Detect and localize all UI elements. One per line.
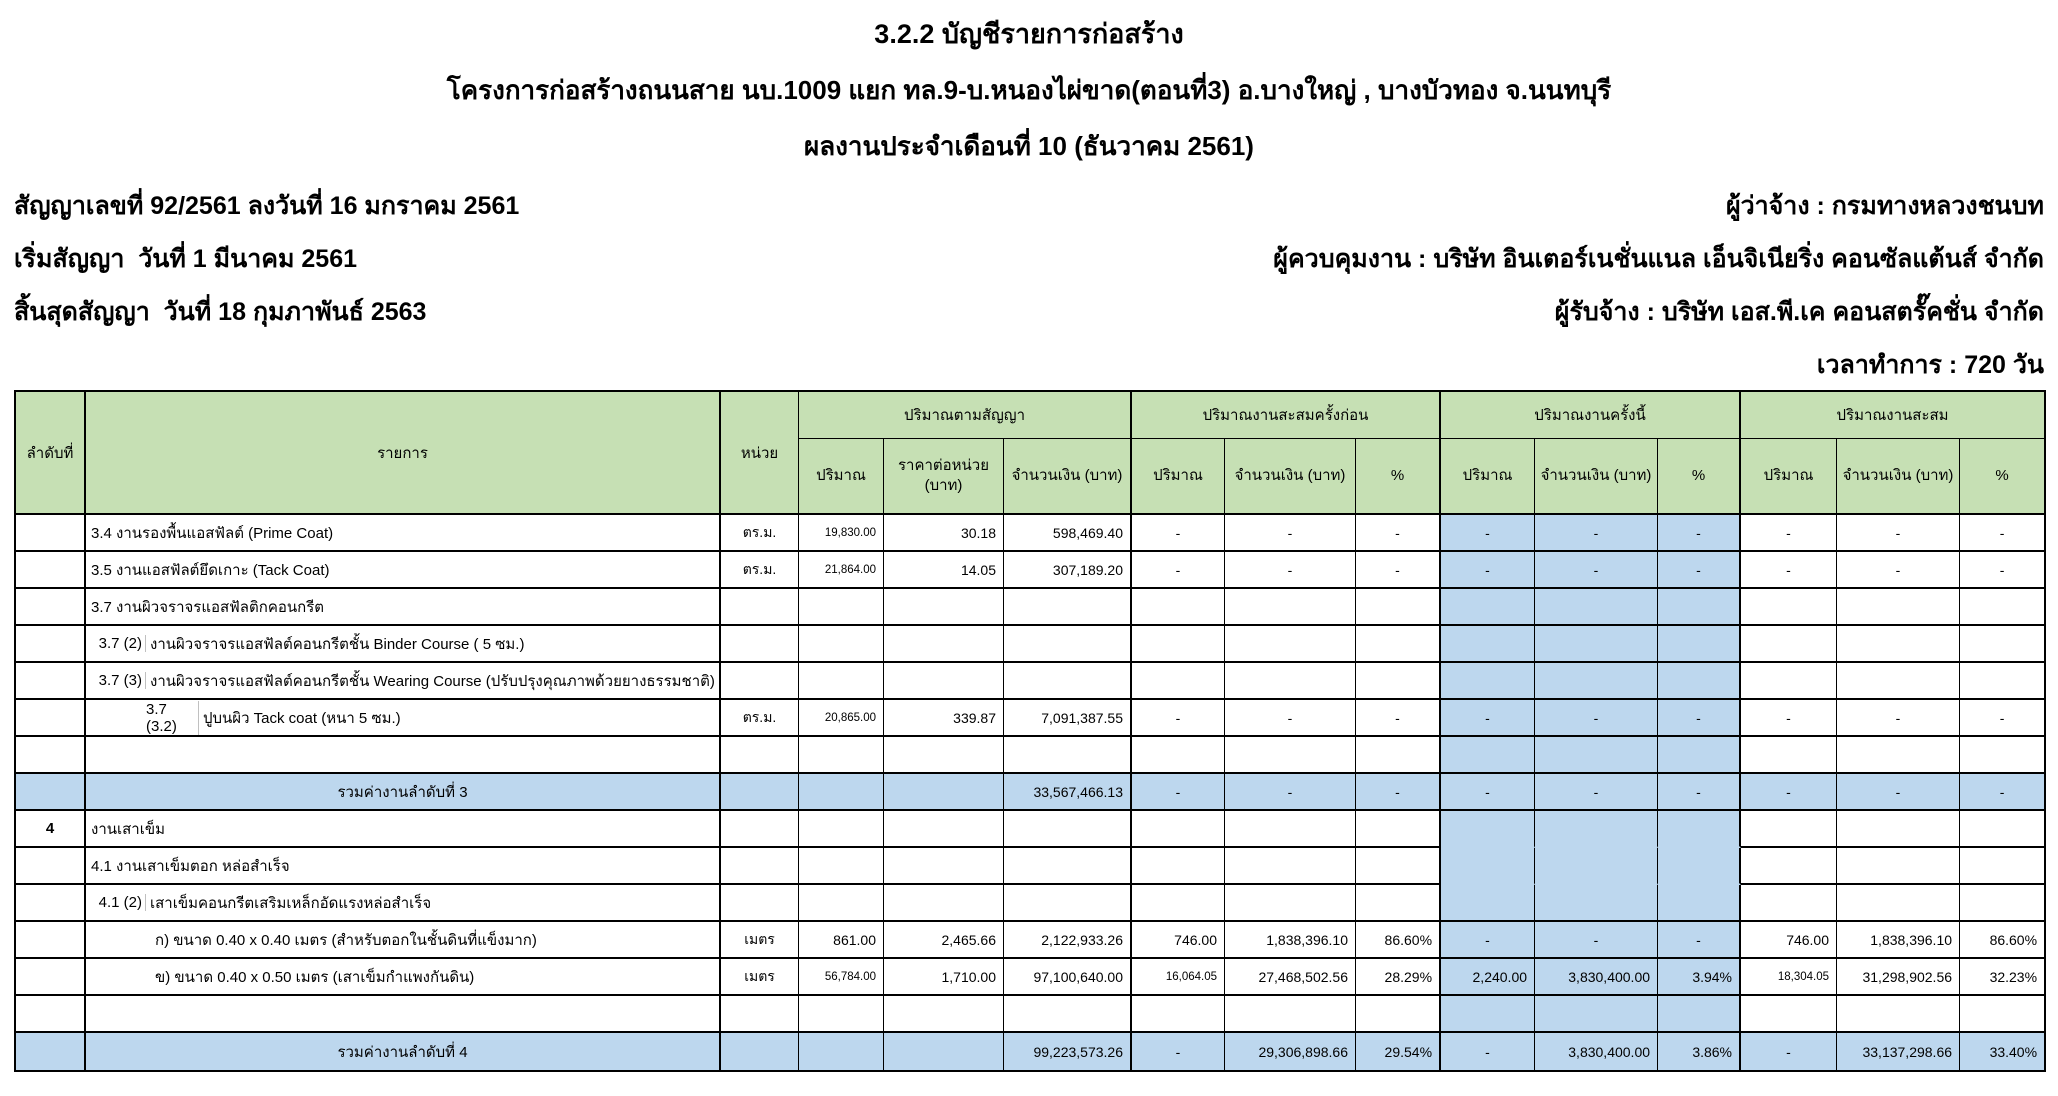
table-cell: 33,567,466.13 xyxy=(1004,774,1132,811)
table-cell xyxy=(1004,626,1132,663)
table-body xyxy=(16,515,2044,1070)
header-current-percent: % xyxy=(1658,439,1741,515)
table-cell: 2,465.66 xyxy=(884,922,1004,959)
table-cell xyxy=(1356,996,1441,1033)
table-cell xyxy=(884,589,1004,626)
table-cell xyxy=(1132,737,1225,774)
table-cell xyxy=(884,811,1004,848)
table-cell: 3.5 งานแอสฟัลต์ยึดเกาะ (Tack Coat) xyxy=(86,552,721,589)
table-cell xyxy=(1535,737,1658,774)
period-line: ผลงานประจำเดือนที่ 10 (ธันวาคม 2561) xyxy=(804,131,1254,161)
table-cell: - xyxy=(1441,552,1535,589)
table-cell xyxy=(16,1033,86,1070)
table-cell xyxy=(1960,885,2044,922)
table-row xyxy=(16,626,2044,663)
table-cell: 1,710.00 xyxy=(884,959,1004,996)
table-cell: - xyxy=(1741,515,1837,552)
table-cell: 861.00 xyxy=(799,922,884,959)
table-cell xyxy=(1741,996,1837,1033)
table-cell xyxy=(1225,663,1356,700)
table-cell xyxy=(1004,737,1132,774)
table-cell xyxy=(1441,811,1535,848)
table-cell: - xyxy=(1535,774,1658,811)
table-cell xyxy=(1837,885,1960,922)
table-cell: - xyxy=(1132,700,1225,737)
table-cell xyxy=(1356,737,1441,774)
table-row xyxy=(16,885,2044,922)
table-cell: 598,469.40 xyxy=(1004,515,1132,552)
table-cell: 3.4 งานรองพื้นแอสฟัลต์ (Prime Coat) xyxy=(86,515,721,552)
table-cell xyxy=(1004,663,1132,700)
table-cell xyxy=(16,626,86,663)
table-cell xyxy=(1132,848,1225,885)
table-cell xyxy=(1004,811,1132,848)
table-cell: - xyxy=(1441,922,1535,959)
table-row xyxy=(16,811,2044,848)
table-row xyxy=(16,1033,2044,1070)
header-previous-percent: % xyxy=(1356,439,1441,515)
table-cell xyxy=(1960,996,2044,1033)
table-cell: - xyxy=(1741,774,1837,811)
table-cell: - xyxy=(1960,515,2044,552)
header-no: ลำดับที่ xyxy=(16,392,86,515)
table-cell xyxy=(1535,663,1658,700)
header-contract-unitprice: ราคาต่อหน่วย (บาท) xyxy=(884,439,1004,515)
table-cell xyxy=(1132,589,1225,626)
table-cell: 21,864.00 xyxy=(799,552,884,589)
table-cell xyxy=(721,848,799,885)
table-cell xyxy=(1441,885,1535,922)
table-cell: 3,830,400.00 xyxy=(1535,959,1658,996)
table-cell xyxy=(16,589,86,626)
table-cell xyxy=(1441,589,1535,626)
table-cell: - xyxy=(1535,700,1658,737)
table-cell xyxy=(1535,626,1658,663)
table-cell xyxy=(1741,589,1837,626)
contract-start-date: เริ่มสัญญา วันที่ 1 มีนาคม 2561 xyxy=(14,244,358,273)
table-row xyxy=(16,515,2044,552)
header-accumulated-percent: % xyxy=(1960,439,2044,515)
table-cell: 3.7 งานผิวจราจรแอสฟัลติกคอนกรีต xyxy=(86,589,721,626)
table-cell xyxy=(86,737,721,774)
table-cell: 30.18 xyxy=(884,515,1004,552)
table-cell xyxy=(1132,663,1225,700)
table-cell xyxy=(1132,996,1225,1033)
table-header xyxy=(16,392,2044,515)
contract-info-block xyxy=(14,179,2044,391)
table-cell: - xyxy=(1837,774,1960,811)
table-cell: - xyxy=(1741,1033,1837,1070)
table-cell xyxy=(1658,737,1741,774)
table-cell xyxy=(1960,848,2044,885)
table-cell xyxy=(16,552,86,589)
table-cell xyxy=(1837,589,1960,626)
table-cell: - xyxy=(1658,552,1741,589)
table-row xyxy=(16,922,2044,959)
table-cell: 20,865.00 xyxy=(799,700,884,737)
table-cell xyxy=(1004,885,1132,922)
table-cell xyxy=(884,996,1004,1033)
contract-end-date: สิ้นสุดสัญญา วันที่ 18 กุมภาพันธ์ 2563 xyxy=(14,297,427,326)
table-cell: 33.40% xyxy=(1960,1033,2044,1070)
table-cell: 746.00 xyxy=(1741,922,1837,959)
table-cell xyxy=(1132,811,1225,848)
table-cell: รวมค่างานลำดับที่ 4 xyxy=(86,1033,721,1070)
table-cell xyxy=(884,1033,1004,1070)
table-cell xyxy=(721,589,799,626)
table-cell xyxy=(16,885,86,922)
table-cell xyxy=(16,663,86,700)
table-cell xyxy=(1535,996,1658,1033)
table-cell: - xyxy=(1356,515,1441,552)
table-cell xyxy=(721,811,799,848)
table-cell xyxy=(1658,663,1741,700)
header-group-current: ปริมาณงานครั้งนี้ xyxy=(1441,392,1741,439)
table-row xyxy=(16,959,2044,996)
table-cell xyxy=(1535,848,1658,885)
table-cell: 4 xyxy=(16,811,86,848)
table-cell xyxy=(1837,737,1960,774)
info-row-4 xyxy=(14,338,2044,391)
table-cell xyxy=(1225,848,1356,885)
table-cell xyxy=(1658,885,1741,922)
header-accumulated-amount: จำนวนเงิน (บาท) xyxy=(1837,439,1960,515)
header-group-previous: ปริมาณงานสะสมครั้งก่อน xyxy=(1132,392,1441,439)
table-cell: - xyxy=(1132,774,1225,811)
table-cell xyxy=(1741,663,1837,700)
table-cell xyxy=(1356,885,1441,922)
table-cell xyxy=(1225,737,1356,774)
table-cell xyxy=(1658,848,1741,885)
table-cell: 3,830,400.00 xyxy=(1535,1033,1658,1070)
table-cell xyxy=(884,774,1004,811)
table-cell: 99,223,573.26 xyxy=(1004,1033,1132,1070)
contractor: ผู้รับจ้าง : บริษัท เอส.พี.เค คอนสตรั๊คชั่น จำกัด xyxy=(1554,297,2044,326)
table-cell xyxy=(16,515,86,552)
table-cell xyxy=(1356,626,1441,663)
table-cell xyxy=(1356,589,1441,626)
table-cell xyxy=(1225,885,1356,922)
table-cell: 86.60% xyxy=(1960,922,2044,959)
info-row-2 xyxy=(14,232,2044,285)
table-cell xyxy=(1004,589,1132,626)
table-cell: 16,064.05 xyxy=(1132,959,1225,996)
header-previous-qty: ปริมาณ xyxy=(1132,439,1225,515)
table-cell xyxy=(721,737,799,774)
table-cell xyxy=(721,663,799,700)
table-cell xyxy=(1356,848,1441,885)
table-cell xyxy=(1356,811,1441,848)
table-cell: 86.60% xyxy=(1356,922,1441,959)
table-cell: - xyxy=(1132,515,1225,552)
table-cell xyxy=(1132,626,1225,663)
table-cell xyxy=(1535,811,1658,848)
table-cell: 4.1 งานเสาเข็มตอก หล่อสำเร็จ xyxy=(86,848,721,885)
table-cell xyxy=(721,774,799,811)
table-cell: - xyxy=(1356,700,1441,737)
table-cell xyxy=(1658,626,1741,663)
table-cell xyxy=(1658,589,1741,626)
table-cell xyxy=(1658,811,1741,848)
table-cell: - xyxy=(1837,700,1960,737)
table-cell: 7,091,387.55 xyxy=(1004,700,1132,737)
table-row xyxy=(16,552,2044,589)
table-cell xyxy=(1441,626,1535,663)
header-previous-amount: จำนวนเงิน (บาท) xyxy=(1225,439,1356,515)
table-cell xyxy=(1441,996,1535,1033)
table-cell: - xyxy=(1441,774,1535,811)
doc-title: 3.2.2 บัญชีรายการก่อสร้าง xyxy=(874,19,1184,49)
header-accumulated-qty: ปริมาณ xyxy=(1741,439,1837,515)
table-cell xyxy=(799,589,884,626)
supervisor: ผู้ควบคุมงาน : บริษัท อินเตอร์เนชั่นแนล เอ็นจิเนียริ่ง คอนซัลแต้นส์ จำกัด xyxy=(1273,244,2044,273)
contract-number: สัญญาเลขที่ 92/2561 ลงวันที่ 16 มกราคม 2561 xyxy=(14,191,520,220)
header-current-amount: จำนวนเงิน (บาท) xyxy=(1535,439,1658,515)
table-row xyxy=(16,774,2044,811)
table-cell xyxy=(1837,848,1960,885)
table-cell xyxy=(799,1033,884,1070)
table-cell: รวมค่างานลำดับที่ 3 xyxy=(86,774,721,811)
header-group-contract: ปริมาณตามสัญญา xyxy=(799,392,1132,439)
table-cell xyxy=(1658,996,1741,1033)
table-cell xyxy=(721,626,799,663)
info-row-1 xyxy=(14,179,2044,232)
table-cell xyxy=(1960,663,2044,700)
table-cell xyxy=(721,996,799,1033)
table-cell: - xyxy=(1225,515,1356,552)
table-cell: - xyxy=(1658,774,1741,811)
table-row xyxy=(16,848,2044,885)
table-cell: - xyxy=(1741,552,1837,589)
header-contract-qty: ปริมาณ xyxy=(799,439,884,515)
table-cell: - xyxy=(1356,552,1441,589)
table-cell: - xyxy=(1132,1033,1225,1070)
table-cell: 19,830.00 xyxy=(799,515,884,552)
employer: ผู้ว่าจ้าง : กรมทางหลวงชนบท xyxy=(1725,191,2044,220)
table-cell: 3.7 (3.2) ปูบนผิว Tack coat (หนา 5 ซม.) xyxy=(86,700,721,737)
table-cell: - xyxy=(1960,700,2044,737)
table-cell xyxy=(884,626,1004,663)
table-cell: - xyxy=(1441,700,1535,737)
table-cell xyxy=(1741,626,1837,663)
table-cell xyxy=(16,700,86,737)
table-cell: 3.7 (2) งานผิวจราจรแอสฟัลต์คอนกรีตชั้น Binder Course ( 5 ซม.) xyxy=(86,626,721,663)
table-cell: - xyxy=(1658,922,1741,959)
table-cell xyxy=(1441,737,1535,774)
table-cell xyxy=(1837,811,1960,848)
table-cell: 28.29% xyxy=(1356,959,1441,996)
header-current-qty: ปริมาณ xyxy=(1441,439,1535,515)
table-cell: 3.94% xyxy=(1658,959,1741,996)
table-cell xyxy=(1225,626,1356,663)
table-cell: 2,240.00 xyxy=(1441,959,1535,996)
table-cell: ตร.ม. xyxy=(721,552,799,589)
table-cell xyxy=(1960,626,2044,663)
table-cell xyxy=(884,848,1004,885)
table-cell xyxy=(1837,996,1960,1033)
table-cell: - xyxy=(1225,700,1356,737)
table-cell xyxy=(1225,589,1356,626)
table-cell xyxy=(1132,885,1225,922)
table-cell xyxy=(721,1033,799,1070)
table-cell xyxy=(16,774,86,811)
table-cell: - xyxy=(1225,774,1356,811)
table-cell: เมตร xyxy=(721,922,799,959)
table-cell xyxy=(884,737,1004,774)
table-cell: - xyxy=(1535,922,1658,959)
table-cell: 4.1 (2) เสาเข็มคอนกรีตเสริมเหล็กอัดแรงหล่อสำเร็จ xyxy=(86,885,721,922)
table-cell: 1,838,396.10 xyxy=(1837,922,1960,959)
table-cell: - xyxy=(1535,552,1658,589)
table-cell xyxy=(1535,885,1658,922)
table-cell: - xyxy=(1960,774,2044,811)
table-cell xyxy=(1960,737,2044,774)
table-cell xyxy=(16,848,86,885)
table-cell xyxy=(16,737,86,774)
table-cell xyxy=(1837,626,1960,663)
table-row xyxy=(16,700,2044,737)
table-row xyxy=(16,589,2044,626)
table-cell: 29.54% xyxy=(1356,1033,1441,1070)
table-cell xyxy=(1225,811,1356,848)
table-cell: 56,784.00 xyxy=(799,959,884,996)
construction-items-table xyxy=(14,390,2046,1072)
header-item: รายการ xyxy=(86,392,721,515)
table-cell xyxy=(1004,848,1132,885)
table-cell: - xyxy=(1658,515,1741,552)
table-cell xyxy=(799,663,884,700)
table-cell xyxy=(1535,589,1658,626)
table-cell: 1,838,396.10 xyxy=(1225,922,1356,959)
table-cell: 18,304.05 xyxy=(1741,959,1837,996)
table-cell xyxy=(1741,848,1837,885)
table-cell xyxy=(86,996,721,1033)
table-cell: 2,122,933.26 xyxy=(1004,922,1132,959)
table-row xyxy=(16,996,2044,1033)
table-cell: ตร.ม. xyxy=(721,515,799,552)
table-cell xyxy=(1960,589,2044,626)
table-cell: - xyxy=(1441,1033,1535,1070)
table-cell xyxy=(799,626,884,663)
table-cell: เมตร xyxy=(721,959,799,996)
table-cell: 14.05 xyxy=(884,552,1004,589)
table-cell: 339.87 xyxy=(884,700,1004,737)
table-cell: - xyxy=(1225,552,1356,589)
table-row xyxy=(16,737,2044,774)
table-cell: 31,298,902.56 xyxy=(1837,959,1960,996)
table-cell xyxy=(1960,811,2044,848)
table-cell: - xyxy=(1960,552,2044,589)
table-cell xyxy=(1741,885,1837,922)
table-cell xyxy=(1441,848,1535,885)
table-cell: - xyxy=(1837,552,1960,589)
table-cell xyxy=(799,848,884,885)
table-cell: - xyxy=(1535,515,1658,552)
table-cell xyxy=(884,885,1004,922)
table-cell xyxy=(799,737,884,774)
table-cell: 3.86% xyxy=(1658,1033,1741,1070)
table-cell xyxy=(16,922,86,959)
table-cell xyxy=(799,811,884,848)
table-cell: ก) ขนาด 0.40 x 0.40 เมตร (สำหรับตอกในชั้นดินที่แข็งมาก) xyxy=(86,922,721,959)
table-cell: 97,100,640.00 xyxy=(1004,959,1132,996)
header-contract-amount: จำนวนเงิน (บาท) xyxy=(1004,439,1132,515)
work-duration: เวลาทำการ : 720 วัน xyxy=(1816,350,2044,379)
table-cell xyxy=(1837,663,1960,700)
project-name-line: โครงการก่อสร้างถนนสาย นบ.1009 แยก ทล.9-บ.หนองไผ่ขาด(ตอนที่3) อ.บางใหญ่ , บางบัวทอง จ.นนทบุรี xyxy=(446,75,1612,105)
table-cell xyxy=(721,885,799,922)
table-cell xyxy=(799,885,884,922)
table-cell xyxy=(1741,737,1837,774)
header-unit: หน่วย xyxy=(721,392,799,515)
table-cell: งานเสาเข็ม xyxy=(86,811,721,848)
table-cell xyxy=(16,959,86,996)
table-cell: - xyxy=(1658,700,1741,737)
table-cell xyxy=(1441,663,1535,700)
table-cell xyxy=(1225,996,1356,1033)
table-cell: - xyxy=(1132,552,1225,589)
table-cell xyxy=(884,663,1004,700)
table-cell: - xyxy=(1837,515,1960,552)
table-cell: - xyxy=(1356,774,1441,811)
table-cell: 307,189.20 xyxy=(1004,552,1132,589)
table-cell: - xyxy=(1741,700,1837,737)
table-cell xyxy=(1741,811,1837,848)
table-cell: ตร.ม. xyxy=(721,700,799,737)
table-cell: ข) ขนาด 0.40 x 0.50 เมตร (เสาเข็มกำแพงกันดิน) xyxy=(86,959,721,996)
table-cell xyxy=(799,996,884,1033)
table-cell: - xyxy=(1441,515,1535,552)
table-cell xyxy=(799,774,884,811)
table-cell xyxy=(1004,996,1132,1033)
table-cell: 32.23% xyxy=(1960,959,2044,996)
table-cell: 29,306,898.66 xyxy=(1225,1033,1356,1070)
header-group-accumulated: ปริมาณงานสะสม xyxy=(1741,392,2044,439)
table-cell xyxy=(16,996,86,1033)
info-row-3 xyxy=(14,285,2044,338)
table-cell: 3.7 (3) งานผิวจราจรแอสฟัลต์คอนกรีตชั้น Wearing Course (ปรับปรุงคุณภาพด้วยยางธรรมชาติ) xyxy=(86,663,721,700)
table-row xyxy=(16,663,2044,700)
table-cell: 746.00 xyxy=(1132,922,1225,959)
table-cell: 33,137,298.66 xyxy=(1837,1033,1960,1070)
table-cell xyxy=(1356,663,1441,700)
table-cell: 27,468,502.56 xyxy=(1225,959,1356,996)
